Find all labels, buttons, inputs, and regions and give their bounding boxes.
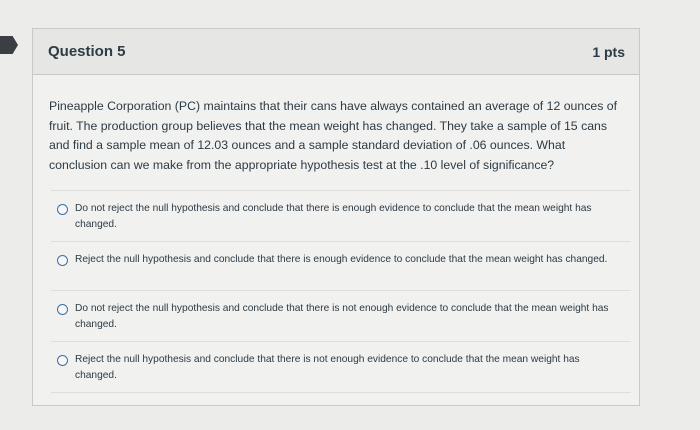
answer-option-2[interactable] [51,242,631,291]
answer-option-4[interactable] [51,342,631,393]
question-points: 1 pts [592,43,625,60]
radio-unselected-icon[interactable] [57,204,68,215]
answer-label: Reject the null hypothesis and conclude that there is enough evidence to conclude that the mean weight has changed. [75,254,608,265]
question-marker-icon [0,36,18,54]
question-card [32,28,640,406]
radio-unselected-icon[interactable] [57,304,68,315]
radio-unselected-icon[interactable] [57,355,68,366]
question-header [33,29,639,75]
question-title: Question 5 [48,43,126,60]
answer-label: Reject the null hypothesis and conclude that there is not enough evidence to conclude that the mean weight has changed. [75,354,580,381]
answer-label: Do not reject the null hypothesis and conclude that there is enough evidence to conclude that the mean weight has changed. [75,203,592,230]
answer-list [51,190,631,393]
answer-label: Do not reject the null hypothesis and conclude that there is not enough evidence to conclude that the mean weight has changed. [75,303,609,330]
answer-option-1[interactable] [51,191,631,242]
radio-unselected-icon[interactable] [57,255,68,266]
answer-option-3[interactable] [51,291,631,342]
question-text: Pineapple Corporation (PC) maintains that their cans have always contained an average of 12 ounces of fruit. The production group believes that the mean weight has changed. They take a sample of 15 cans and find a sample mean of 12.03 ounces and a sample standard deviation of .06 ounces. What conclusion can we make from the appropriate hypothesis test at the .10 level of significance? [49,99,618,172]
